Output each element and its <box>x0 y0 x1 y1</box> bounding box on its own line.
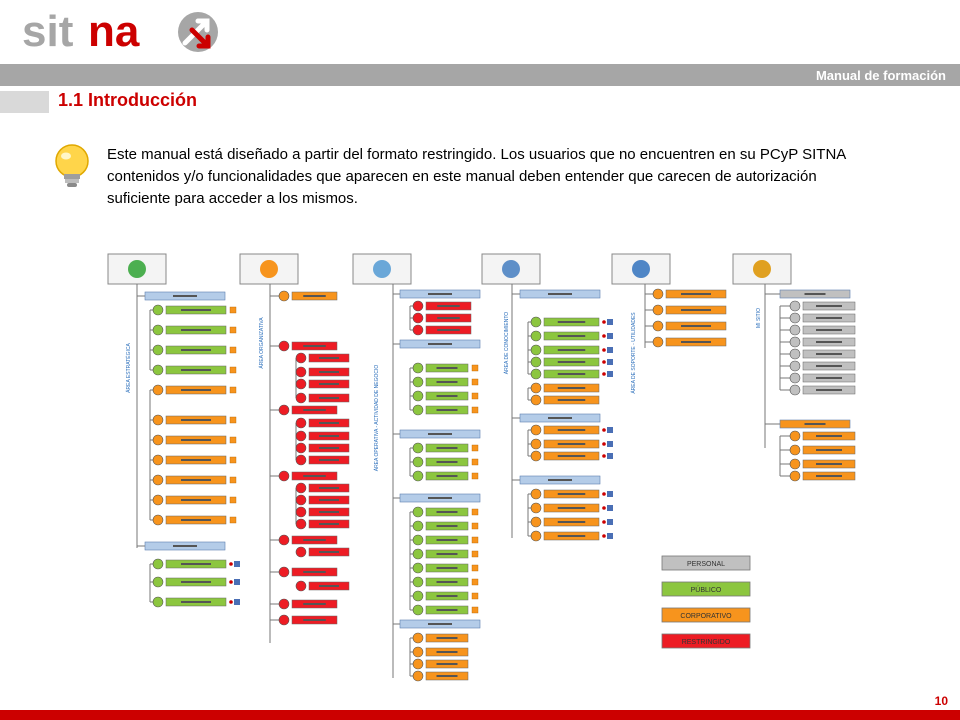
node-bar-text <box>816 365 842 367</box>
node-bullet <box>153 455 163 465</box>
node-bullet <box>653 321 663 331</box>
node-bar-text <box>558 387 586 389</box>
node-bullet <box>153 325 163 335</box>
mail-icon <box>607 453 613 459</box>
node-bar-text <box>437 637 458 639</box>
node-bar-text <box>558 361 586 363</box>
node-bar-text <box>558 493 586 495</box>
column-label: ÁREA ORGANIZATIVA <box>259 317 265 369</box>
node-bullet <box>296 495 306 505</box>
rss-icon <box>472 537 478 543</box>
node-bar-text <box>816 435 842 437</box>
group-header-text <box>805 423 826 425</box>
node-bullet <box>153 435 163 445</box>
node-bullet <box>531 439 541 449</box>
rss-icon <box>472 365 478 371</box>
node-bar-text <box>816 353 842 355</box>
node-bullet <box>790 445 800 455</box>
node-bullet <box>790 325 800 335</box>
node-bar-text <box>558 373 586 375</box>
mail-icon <box>607 491 613 497</box>
node-bullet <box>413 633 423 643</box>
node-bullet <box>413 457 423 467</box>
node-bar-text <box>816 329 842 331</box>
rss-icon <box>472 379 478 385</box>
node-bar-text <box>319 435 339 437</box>
rss-icon <box>472 565 478 571</box>
node-bar-text <box>437 675 458 677</box>
rss-icon <box>230 517 236 523</box>
node-bullet <box>531 383 541 393</box>
node-bar-text <box>558 321 586 323</box>
mail-icon <box>607 519 613 525</box>
node-bar-text <box>319 397 339 399</box>
rss-icon <box>230 307 236 313</box>
node-bullet <box>296 443 306 453</box>
mail-icon <box>607 359 613 365</box>
link-dot <box>602 492 606 496</box>
node-bar-text <box>181 309 211 311</box>
link-dot <box>602 348 606 352</box>
rss-icon <box>472 393 478 399</box>
node-bar-text <box>437 511 458 513</box>
node-bar-text <box>437 381 458 383</box>
rss-icon <box>472 607 478 613</box>
node-bullet <box>790 431 800 441</box>
node-bullet <box>531 451 541 461</box>
node-bullet <box>413 507 423 517</box>
node-bar-text <box>319 487 339 489</box>
node-bar-text <box>437 651 458 653</box>
link-dot <box>602 534 606 538</box>
node-bullet <box>790 459 800 469</box>
node-bullet <box>790 301 800 311</box>
group-header-text <box>173 295 197 297</box>
node-bullet <box>153 495 163 505</box>
node-bar-text <box>816 377 842 379</box>
node-bar-text <box>319 585 339 587</box>
node-bullet <box>153 385 163 395</box>
svg-text:sit: sit <box>22 8 74 56</box>
node-bullet <box>296 393 306 403</box>
node-bullet <box>413 443 423 453</box>
node-bullet <box>279 471 289 481</box>
svg-text:na: na <box>88 8 140 56</box>
link-dot <box>602 320 606 324</box>
column-icon-glyph <box>753 260 771 278</box>
node-bar-text <box>437 367 458 369</box>
group-header-text <box>548 293 572 295</box>
rss-icon <box>472 459 478 465</box>
node-bar-text <box>303 539 326 541</box>
rss-icon <box>230 347 236 353</box>
rss-icon <box>230 437 236 443</box>
footer-bar <box>0 710 960 720</box>
node-bullet <box>790 385 800 395</box>
node-bar-text <box>181 329 211 331</box>
mail-icon <box>607 371 613 377</box>
node-bar-text <box>816 449 842 451</box>
group-header-text <box>428 497 452 499</box>
node-bar-text <box>816 317 842 319</box>
node-bar-text <box>681 325 711 327</box>
column-icon-glyph <box>128 260 146 278</box>
node-bullet <box>413 301 423 311</box>
column-icon-glyph <box>632 260 650 278</box>
link-dot <box>229 562 233 566</box>
node-bullet <box>279 291 289 301</box>
page-number: 10 <box>934 694 948 708</box>
intro-paragraph: Este manual está diseñado a partir del formato restringido. Los usuarios que no encuentren en su PCyP SITNA contenidos y/o funcionalidades que aparecen en este manual deben entender que carecen de autorización suficiente para acceder a los mismos. <box>107 146 846 207</box>
node-bar-text <box>437 581 458 583</box>
node-bullet <box>296 379 306 389</box>
node-bullet <box>531 357 541 367</box>
group-header-text <box>428 433 452 435</box>
node-bar-text <box>558 349 586 351</box>
node-bullet <box>279 405 289 415</box>
node-bullet <box>413 521 423 531</box>
node-bar-text <box>303 345 326 347</box>
rss-icon <box>472 593 478 599</box>
node-bullet <box>790 337 800 347</box>
group-header-text <box>548 417 572 419</box>
column-label: MI SITIO <box>756 308 762 328</box>
node-bullet <box>413 659 423 669</box>
node-bar-text <box>319 523 339 525</box>
node-bullet <box>279 615 289 625</box>
node-bullet <box>296 455 306 465</box>
node-bullet <box>531 517 541 527</box>
column-icon-glyph <box>373 260 391 278</box>
link-dot <box>602 360 606 364</box>
mail-icon <box>607 333 613 339</box>
node-bar-text <box>558 535 586 537</box>
rss-icon <box>472 407 478 413</box>
rss-icon <box>230 417 236 423</box>
node-bullet <box>531 345 541 355</box>
rss-icon <box>472 509 478 515</box>
node-bar-text <box>558 507 586 509</box>
column-icon-glyph <box>502 260 520 278</box>
rss-icon <box>472 445 478 451</box>
rss-icon <box>472 579 478 585</box>
node-bar-text <box>319 422 339 424</box>
node-bar-text <box>319 511 339 513</box>
node-bullet <box>653 337 663 347</box>
node-bullet <box>413 363 423 373</box>
node-bar-text <box>437 567 458 569</box>
header-bar <box>0 64 960 86</box>
node-bullet <box>531 317 541 327</box>
rss-icon <box>472 523 478 529</box>
node-bar-text <box>816 341 842 343</box>
node-bullet <box>296 581 306 591</box>
node-bar-text <box>181 419 211 421</box>
node-bullet <box>790 373 800 383</box>
node-bullet <box>531 395 541 405</box>
group-header-text <box>805 293 826 295</box>
node-bar-text <box>558 335 586 337</box>
node-bullet <box>153 597 163 607</box>
node-bar-text <box>437 475 458 477</box>
node-bar-text <box>437 553 458 555</box>
mail-icon <box>234 599 240 605</box>
group-header-text <box>428 343 452 345</box>
node-bullet <box>153 515 163 525</box>
node-bullet <box>790 361 800 371</box>
node-bar-text <box>303 603 326 605</box>
node-bar-text <box>558 521 586 523</box>
manual-label: Manual de formación <box>815 68 946 83</box>
column-label: ÁREA DE CONOCIMIENTO <box>504 311 510 375</box>
node-bar-text <box>681 309 711 311</box>
column-icon-glyph <box>260 260 278 278</box>
node-bar-text <box>319 357 339 359</box>
node-bar-text <box>558 455 586 457</box>
node-bullet <box>531 531 541 541</box>
node-bullet <box>296 547 306 557</box>
node-bar-text <box>303 295 326 297</box>
node-bullet <box>296 418 306 428</box>
node-bar-text <box>437 305 460 307</box>
node-bullet <box>153 475 163 485</box>
rss-icon <box>230 477 236 483</box>
node-bar-text <box>437 395 458 397</box>
node-bar-text <box>181 563 211 565</box>
node-bar-text <box>319 371 339 373</box>
node-bullet <box>153 365 163 375</box>
node-bullet <box>153 345 163 355</box>
node-bullet <box>531 503 541 513</box>
link-dot <box>602 428 606 432</box>
node-bar-text <box>816 305 842 307</box>
legend-label: RESTRINGIDO <box>681 639 731 646</box>
node-bullet <box>531 331 541 341</box>
link-dot <box>229 600 233 604</box>
node-bullet <box>296 353 306 363</box>
node-bar-text <box>437 609 458 611</box>
legend-label: PÚBLICO <box>690 587 722 594</box>
node-bar-text <box>437 595 458 597</box>
node-bullet <box>296 483 306 493</box>
node-bar-text <box>437 539 458 541</box>
node-bar-text <box>181 601 211 603</box>
node-bar-text <box>681 293 711 295</box>
group-header-text <box>428 293 452 295</box>
column-label: ÁREA ESTRATÉGICA <box>126 343 132 393</box>
link-dot <box>229 580 233 584</box>
rss-icon <box>230 367 236 373</box>
link-dot <box>602 520 606 524</box>
node-bar-text <box>303 619 326 621</box>
mail-icon <box>607 427 613 433</box>
group-header-text <box>173 545 197 547</box>
node-bar-text <box>558 399 586 401</box>
link-dot <box>602 442 606 446</box>
node-bullet <box>296 367 306 377</box>
mail-icon <box>607 505 613 511</box>
site-structure-diagram <box>100 248 870 688</box>
node-bullet <box>279 535 289 545</box>
node-bar-text <box>816 389 842 391</box>
node-bullet <box>153 559 163 569</box>
rss-icon <box>230 327 236 333</box>
node-bar-text <box>816 475 842 477</box>
node-bar-text <box>437 461 458 463</box>
mail-icon <box>607 347 613 353</box>
link-dot <box>602 372 606 376</box>
node-bullet <box>413 549 423 559</box>
rss-icon <box>230 497 236 503</box>
node-bar-text <box>181 479 211 481</box>
node-bullet <box>413 591 423 601</box>
section-marker <box>0 91 49 113</box>
group-header-text <box>548 479 572 481</box>
node-bullet <box>531 489 541 499</box>
node-bullet <box>296 431 306 441</box>
mail-icon <box>234 561 240 567</box>
node-bullet <box>790 313 800 323</box>
node-bar-text <box>816 463 842 465</box>
node-bullet <box>413 563 423 573</box>
node-bar-text <box>437 317 460 319</box>
node-bullet <box>413 471 423 481</box>
node-bullet <box>413 325 423 335</box>
node-bar-text <box>181 369 211 371</box>
node-bar-text <box>437 409 458 411</box>
sitna-logo <box>22 8 232 56</box>
node-bullet <box>413 405 423 415</box>
node-bar-text <box>681 341 711 343</box>
mail-icon <box>607 319 613 325</box>
column-label: ÁREA DE SOPORTE - UTILIDADES <box>631 312 637 394</box>
section-title: 1.1 Introducción <box>58 90 198 110</box>
mail-icon <box>607 441 613 447</box>
node-bullet <box>531 425 541 435</box>
node-bar-text <box>181 439 211 441</box>
node-bar-text <box>437 329 460 331</box>
node-bullet <box>653 305 663 315</box>
node-bar-text <box>181 349 211 351</box>
node-bullet <box>413 313 423 323</box>
node-bullet <box>153 305 163 315</box>
node-bar-text <box>437 663 458 665</box>
node-bullet <box>413 605 423 615</box>
rss-icon <box>230 457 236 463</box>
node-bar-text <box>319 383 339 385</box>
node-bullet <box>531 369 541 379</box>
link-dot <box>602 454 606 458</box>
node-bar-text <box>558 443 586 445</box>
node-bar-text <box>437 447 458 449</box>
node-bullet <box>413 577 423 587</box>
node-bar-text <box>319 551 339 553</box>
node-bullet <box>413 647 423 657</box>
node-bullet <box>153 415 163 425</box>
node-bullet <box>413 391 423 401</box>
node-bar-text <box>319 447 339 449</box>
node-bullet <box>279 599 289 609</box>
node-bullet <box>413 377 423 387</box>
node-bar-text <box>181 581 211 583</box>
node-bar-text <box>558 429 586 431</box>
node-bullet <box>279 567 289 577</box>
node-bullet <box>413 535 423 545</box>
node-bar-text <box>181 459 211 461</box>
column-label: ÁREA OPERATIVA - ACTIVIDAD DE NEGOCIO <box>374 364 380 472</box>
link-dot <box>602 334 606 338</box>
node-bar-text <box>303 475 326 477</box>
node-bullet <box>790 471 800 481</box>
legend-label: PERSONAL <box>686 561 726 568</box>
node-bar-text <box>303 571 326 573</box>
node-bar-text <box>303 409 326 411</box>
legend-label: CORPORATIVO <box>680 613 732 620</box>
node-bullet <box>153 577 163 587</box>
node-bar-text <box>319 499 339 501</box>
group-header-text <box>428 623 452 625</box>
rss-icon <box>472 551 478 557</box>
link-dot <box>602 506 606 510</box>
node-bar-text <box>319 459 339 461</box>
lightbulb-icon <box>50 142 94 192</box>
rss-icon <box>472 473 478 479</box>
node-bullet <box>296 519 306 529</box>
node-bar-text <box>437 525 458 527</box>
mail-icon <box>607 533 613 539</box>
node-bar-text <box>181 519 211 521</box>
node-bar-text <box>181 499 211 501</box>
node-bullet <box>790 349 800 359</box>
node-bullet <box>653 289 663 299</box>
node-bullet <box>413 671 423 681</box>
rss-icon <box>230 387 236 393</box>
mail-icon <box>234 579 240 585</box>
node-bullet <box>296 507 306 517</box>
node-bullet <box>279 341 289 351</box>
node-bar-text <box>181 389 211 391</box>
